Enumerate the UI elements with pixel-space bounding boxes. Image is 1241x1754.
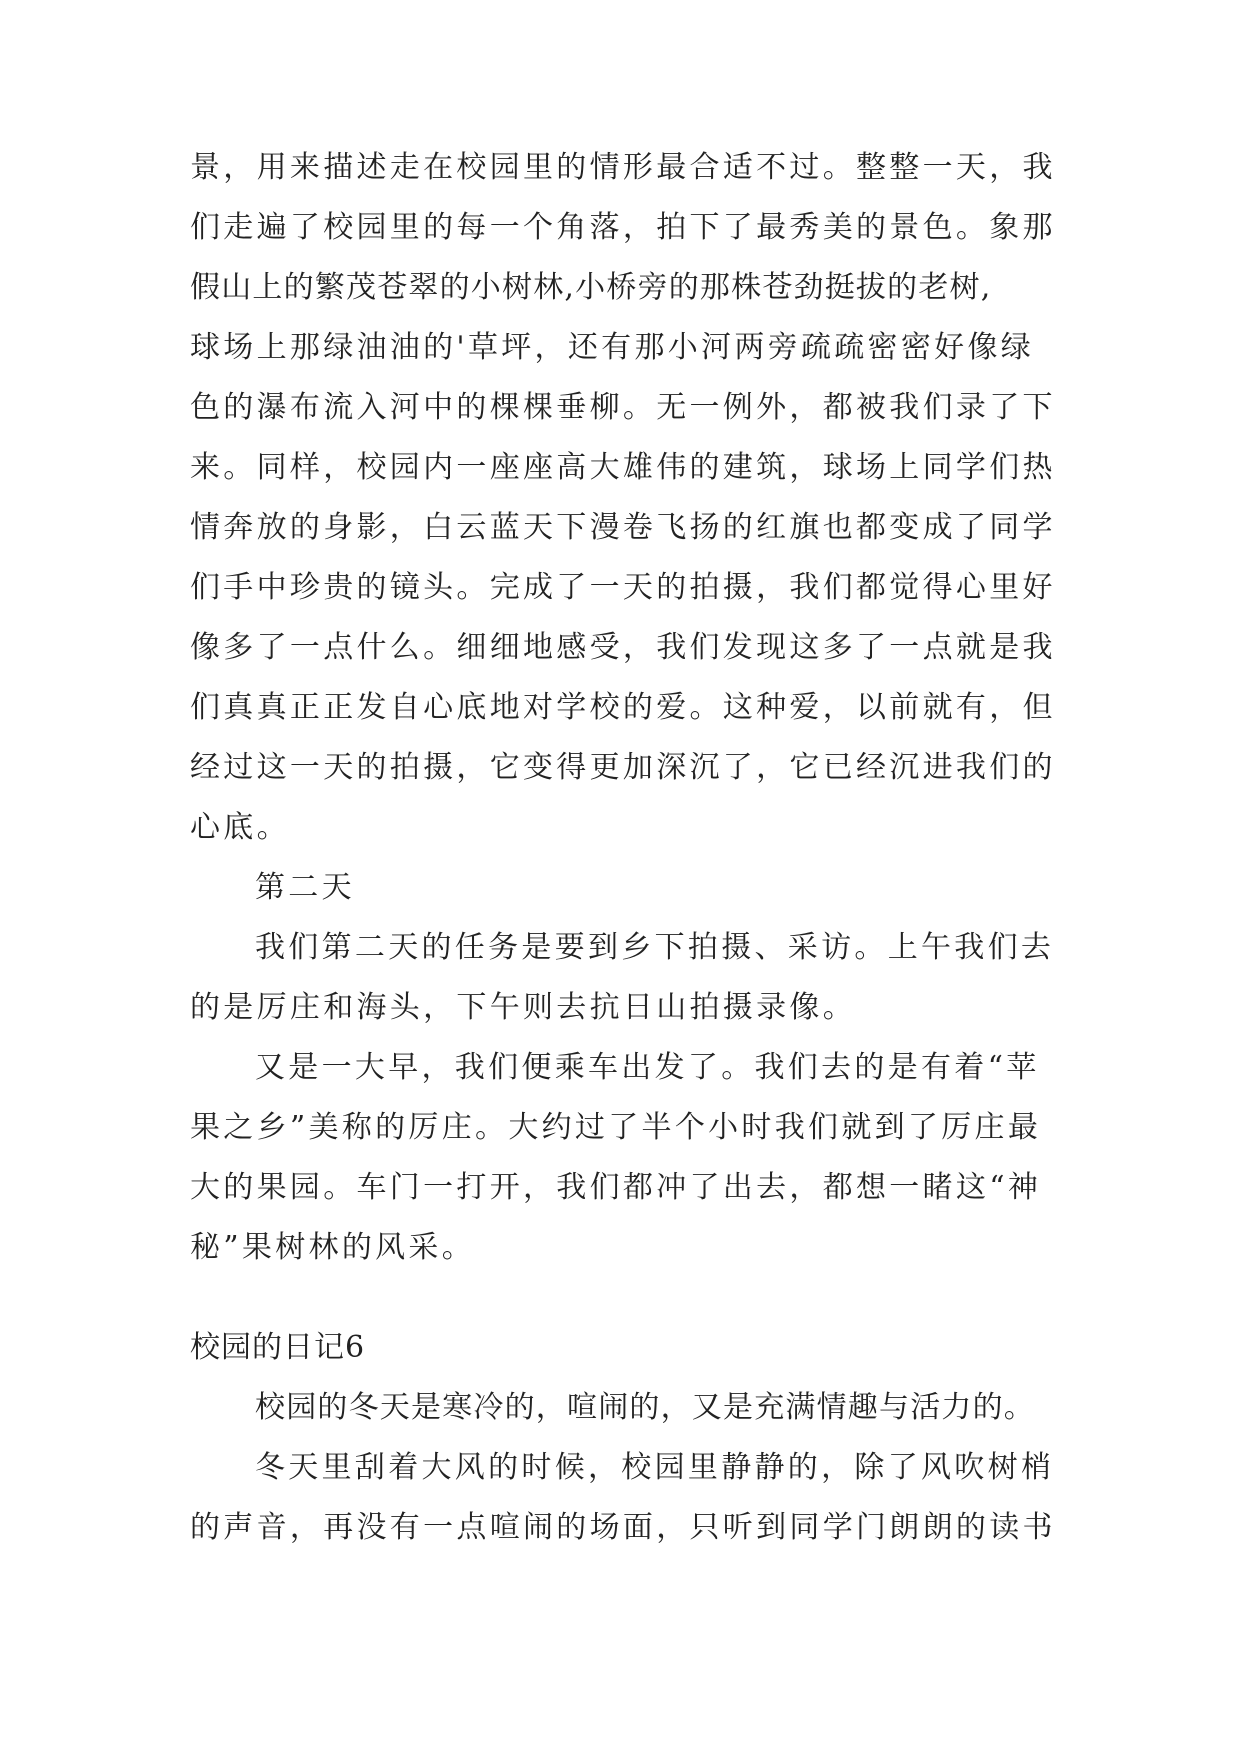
text-line: 秘”果树林的风采。 xyxy=(190,1230,476,1265)
text-line: 们手中珍贵的镜头。完成了一天的拍摄，我们都觉得心里好 xyxy=(190,570,1056,605)
text-line: 们走遍了校园里的每一个角落，拍下了最秀美的景色。象那 xyxy=(190,210,1056,245)
text-line: 球场上那绿油油的'草坪，还有那小河两旁疏疏密密好像绿 xyxy=(190,330,1035,365)
text-line: 色的瀑布流入河中的棵棵垂柳。无一例外，都被我们录了下 xyxy=(190,390,1056,425)
paragraph-first-line: 校园的冬天是寒冷的，喧闹的，又是充满情趣与活力的。 xyxy=(255,1390,1035,1425)
text-line: 的声音，再没有一点喧闹的场面，只听到同学门朗朗的读书 xyxy=(190,1510,1056,1545)
text-line: 情奔放的身影，白云蓝天下漫卷飞扬的红旗也都变成了同学 xyxy=(190,510,1056,545)
text-line: 经过这一天的拍摄，它变得更加深沉了，它已经沉进我们的 xyxy=(190,750,1056,785)
text-line: 大的果园。车门一打开，我们都冲了出去，都想一睹这“神 xyxy=(190,1170,1042,1205)
text-line: 心底。 xyxy=(190,810,290,845)
article-title: 校园的日记6 xyxy=(190,1330,366,1365)
text-line: 的是厉庄和海头，下午则去抗日山拍摄录像。 xyxy=(190,990,856,1025)
text-line: 来。同样，校园内一座座高大雄伟的建筑，球场上同学们热 xyxy=(190,450,1056,485)
paragraph-first-line: 我们第二天的任务是要到乡下拍摄、采访。上午我们去 xyxy=(255,930,1055,965)
section-heading: 第二天 xyxy=(255,870,355,905)
paragraph-first-line: 冬天里刮着大风的时候，校园里静静的，除了风吹树梢 xyxy=(255,1450,1055,1485)
text-line: 像多了一点什么。细细地感受，我们发现这多了一点就是我 xyxy=(190,630,1056,665)
text-line: 景，用来描述走在校园里的情形最合适不过。整整一天，我 xyxy=(190,150,1056,185)
text-line: 果之乡”美称的厉庄。大约过了半个小时我们就到了厉庄最 xyxy=(190,1110,1042,1145)
paragraph-first-line: 又是一大早，我们便乘车出发了。我们去的是有着“苹 xyxy=(255,1050,1040,1085)
text-line: 们真真正正发自心底地对学校的爱。这种爱，以前就有，但 xyxy=(190,690,1056,725)
text-line: 假山上的繁茂苍翠的小树林,小桥旁的那株苍劲挺拔的老树, xyxy=(190,270,992,305)
